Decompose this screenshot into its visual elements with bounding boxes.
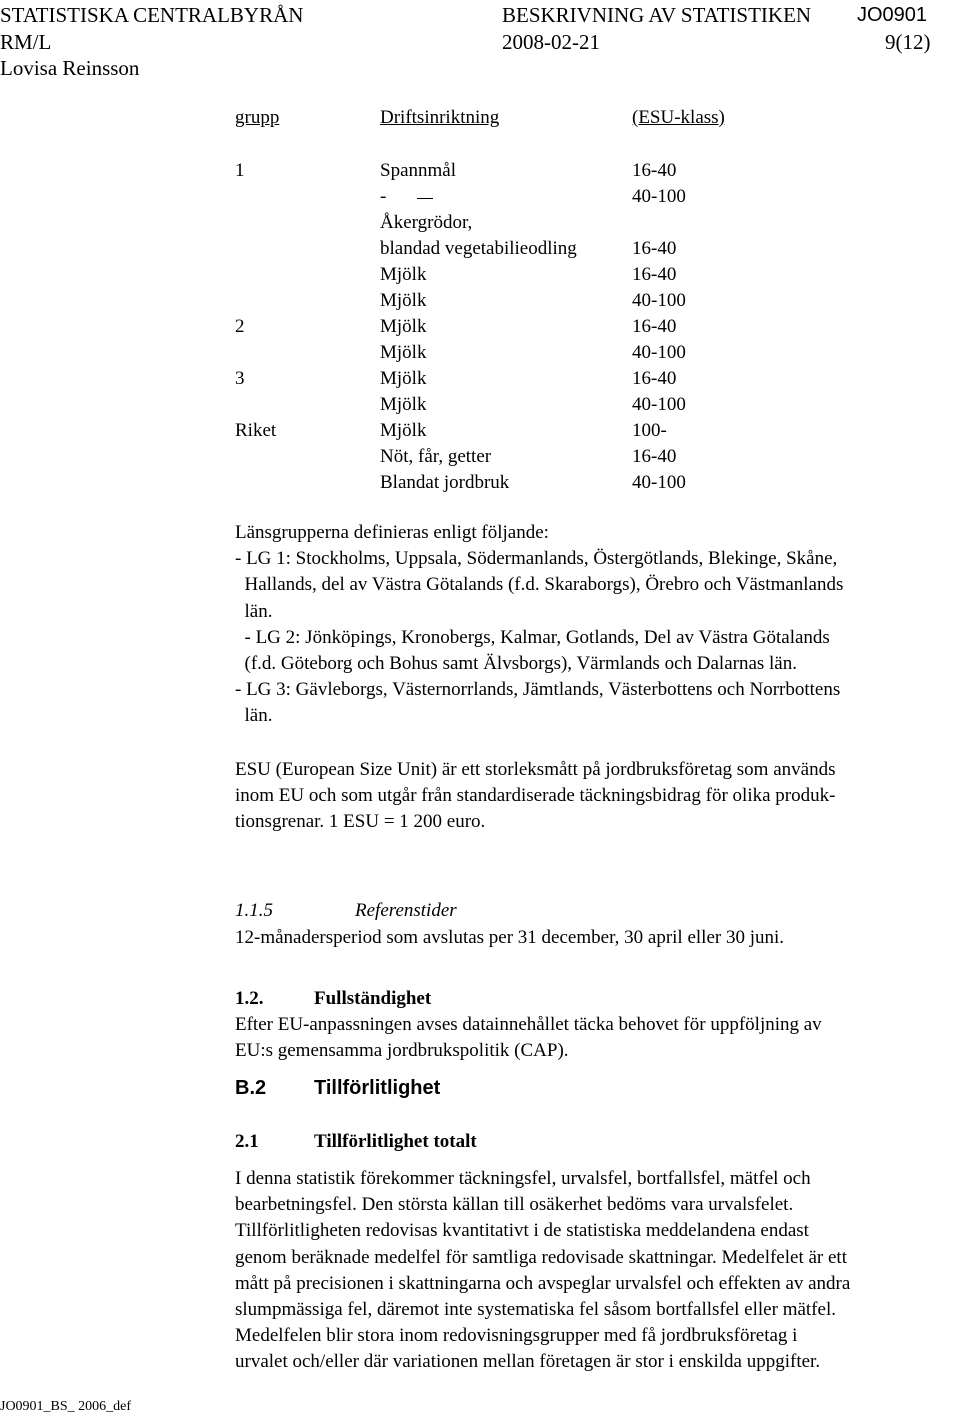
- header-author: Lovisa Reinsson: [0, 56, 140, 80]
- text-line: Tillförlitligheten redovisas kvantitativt i de statistiska meddelandena endast: [235, 1220, 809, 1242]
- header-page-number: 9(12): [885, 30, 931, 54]
- table-cell-esu: 16-40: [632, 160, 677, 181]
- section-number: 2.1: [235, 1131, 259, 1152]
- section-number: B.2: [235, 1077, 267, 1099]
- text-line: Efter EU-anpassningen avses datainnehållet täcka behovet för uppföljning av: [235, 1014, 822, 1035]
- table-header-driftsinriktning: Driftsinriktning: [380, 107, 500, 128]
- text-line: Hallands, del av Västra Götalands (f.d. Skaraborgs), Örebro och Västmanlands: [235, 574, 844, 596]
- text-line: inom EU och som utgår från standardiserade täckningsbidrag för olika produk-: [235, 785, 836, 807]
- table-cell-grupp: 3: [235, 368, 245, 389]
- text-line: län.: [235, 705, 273, 727]
- table-cell-esu: 16-40: [632, 316, 677, 337]
- table-cell-grupp: 1: [235, 160, 245, 181]
- table-cell-esu: 40-100: [632, 290, 686, 311]
- referenstider-text: 12-månadersperiod som avslutas per 31 december, 30 april eller 30 juni.: [235, 927, 785, 948]
- header-org: STATISTISKA CENTRALBYRÅN: [0, 3, 304, 27]
- footer-code: JO0901_BS_ 2006_def: [0, 1399, 132, 1414]
- text-line: bearbetningsfel. Den största källan till osäkerhet bedöms vara urvalsfelet.: [235, 1194, 794, 1216]
- lansgrupper-paragraph: [235, 520, 935, 730]
- section-title-fullstandighet: Fullständighet: [314, 988, 432, 1009]
- header-doc-type: BESKRIVNING AV STATISTIKEN: [502, 3, 812, 27]
- text-line: Länsgrupperna definieras enligt följande:: [235, 522, 549, 543]
- table-cell-esu: 16-40: [632, 264, 677, 285]
- table-cell-esu: 40-100: [632, 186, 686, 207]
- text-line: urvalet och/eller där variationen mellan företagen är stor i enskilda uppgifter.: [235, 1351, 821, 1373]
- table-cell-grupp: Riket: [235, 420, 277, 441]
- table-cell-drift: Nöt, får, getter: [380, 446, 492, 467]
- section-number: 1.2.: [235, 988, 264, 1009]
- table-cell-drift: Spannmål: [380, 160, 456, 181]
- section-title-tillforlitlighet-totalt: Tillförlitlighet totalt: [314, 1131, 477, 1152]
- text-line: län.: [235, 600, 273, 622]
- table-cell-drift: Blandat jordbruk: [380, 472, 510, 493]
- section-number: 1.1.5: [235, 900, 273, 921]
- section-title-referenstider: Referenstider: [355, 900, 457, 921]
- text-line: tionsgrenar. 1 ESU = 1 200 euro.: [235, 811, 486, 833]
- tillforlitlighet-paragraph: [235, 1166, 935, 1376]
- table-cell-drift: Mjölk: [380, 394, 427, 415]
- section-title-tillforlitlighet: Tillförlitlighet: [314, 1077, 441, 1099]
- esu-paragraph: [235, 757, 935, 836]
- text-line: I denna statistik förekommer täckningsfel, urvalsfel, bortfallsfel, mätfel och: [235, 1168, 811, 1189]
- table-cell-drift: -: [380, 186, 396, 207]
- text-line: mått på precisionen i skattningarna och avspeglar urvalsfel och effekten av andra: [235, 1272, 851, 1294]
- header-date: 2008-02-21: [502, 30, 600, 54]
- ditto-dash: [417, 198, 433, 199]
- table-cell-drift: Mjölk: [380, 420, 427, 441]
- table-cell-drift: Mjölk: [380, 290, 427, 311]
- text-line: Medelfelen blir stora inom redovisningsgrupper med få jordbruksföretag i: [235, 1325, 798, 1347]
- text-line: - LG 2: Jönköpings, Kronobergs, Kalmar, Gotlands, Del av Västra Götalands: [235, 626, 830, 648]
- text-line: (f.d. Göteborg och Bohus samt Älvsborgs), Värmlands och Dalarnas län.: [235, 653, 797, 675]
- table-cell-esu: 16-40: [632, 446, 677, 467]
- table-cell-drift: Mjölk: [380, 316, 427, 337]
- text-line: slumpmässiga fel, däremot inte systematiska fel såsom bortfallsfel eller mätfel.: [235, 1299, 836, 1321]
- table-cell-drift: Mjölk: [380, 264, 427, 285]
- header-dept: RM/L: [0, 30, 52, 54]
- table-cell-drift: Mjölk: [380, 342, 427, 363]
- header-doc-code: JO0901: [857, 4, 928, 26]
- text-line: genom beräknade medelfel för samtliga redovisade skattningar. Medelfelet är ett: [235, 1246, 847, 1268]
- table-cell-esu: 40-100: [632, 394, 686, 415]
- table-cell-esu: 16-40: [632, 368, 677, 389]
- text-line: - LG 3: Gävleborgs, Västernorrlands, Jämtlands, Västerbottens och Norrbottens: [235, 679, 841, 701]
- fullstandighet-paragraph: [235, 1012, 935, 1064]
- text-line: - LG 1: Stockholms, Uppsala, Södermanlands, Östergötlands, Blekinge, Skåne,: [235, 548, 838, 570]
- table-cell-drift: Mjölk: [380, 368, 427, 389]
- text-line: EU:s gemensamma jordbrukspolitik (CAP).: [235, 1040, 569, 1062]
- text-line: ESU (European Size Unit) är ett storleksmått på jordbruksföretag som används: [235, 759, 836, 780]
- table-cell-grupp: 2: [235, 316, 245, 337]
- table-cell-drift: Åkergrödor,: [380, 212, 473, 233]
- table-cell-esu: 100-: [632, 420, 667, 441]
- table-cell-drift: blandad vegetabilieodling: [380, 238, 577, 259]
- table-header-esu-klass: (ESU-klass): [632, 107, 725, 128]
- table-cell-esu: 40-100: [632, 472, 686, 493]
- table-cell-esu: 16-40: [632, 238, 677, 259]
- table-header-grupp: grupp: [235, 107, 280, 128]
- table-cell-esu: 40-100: [632, 342, 686, 363]
